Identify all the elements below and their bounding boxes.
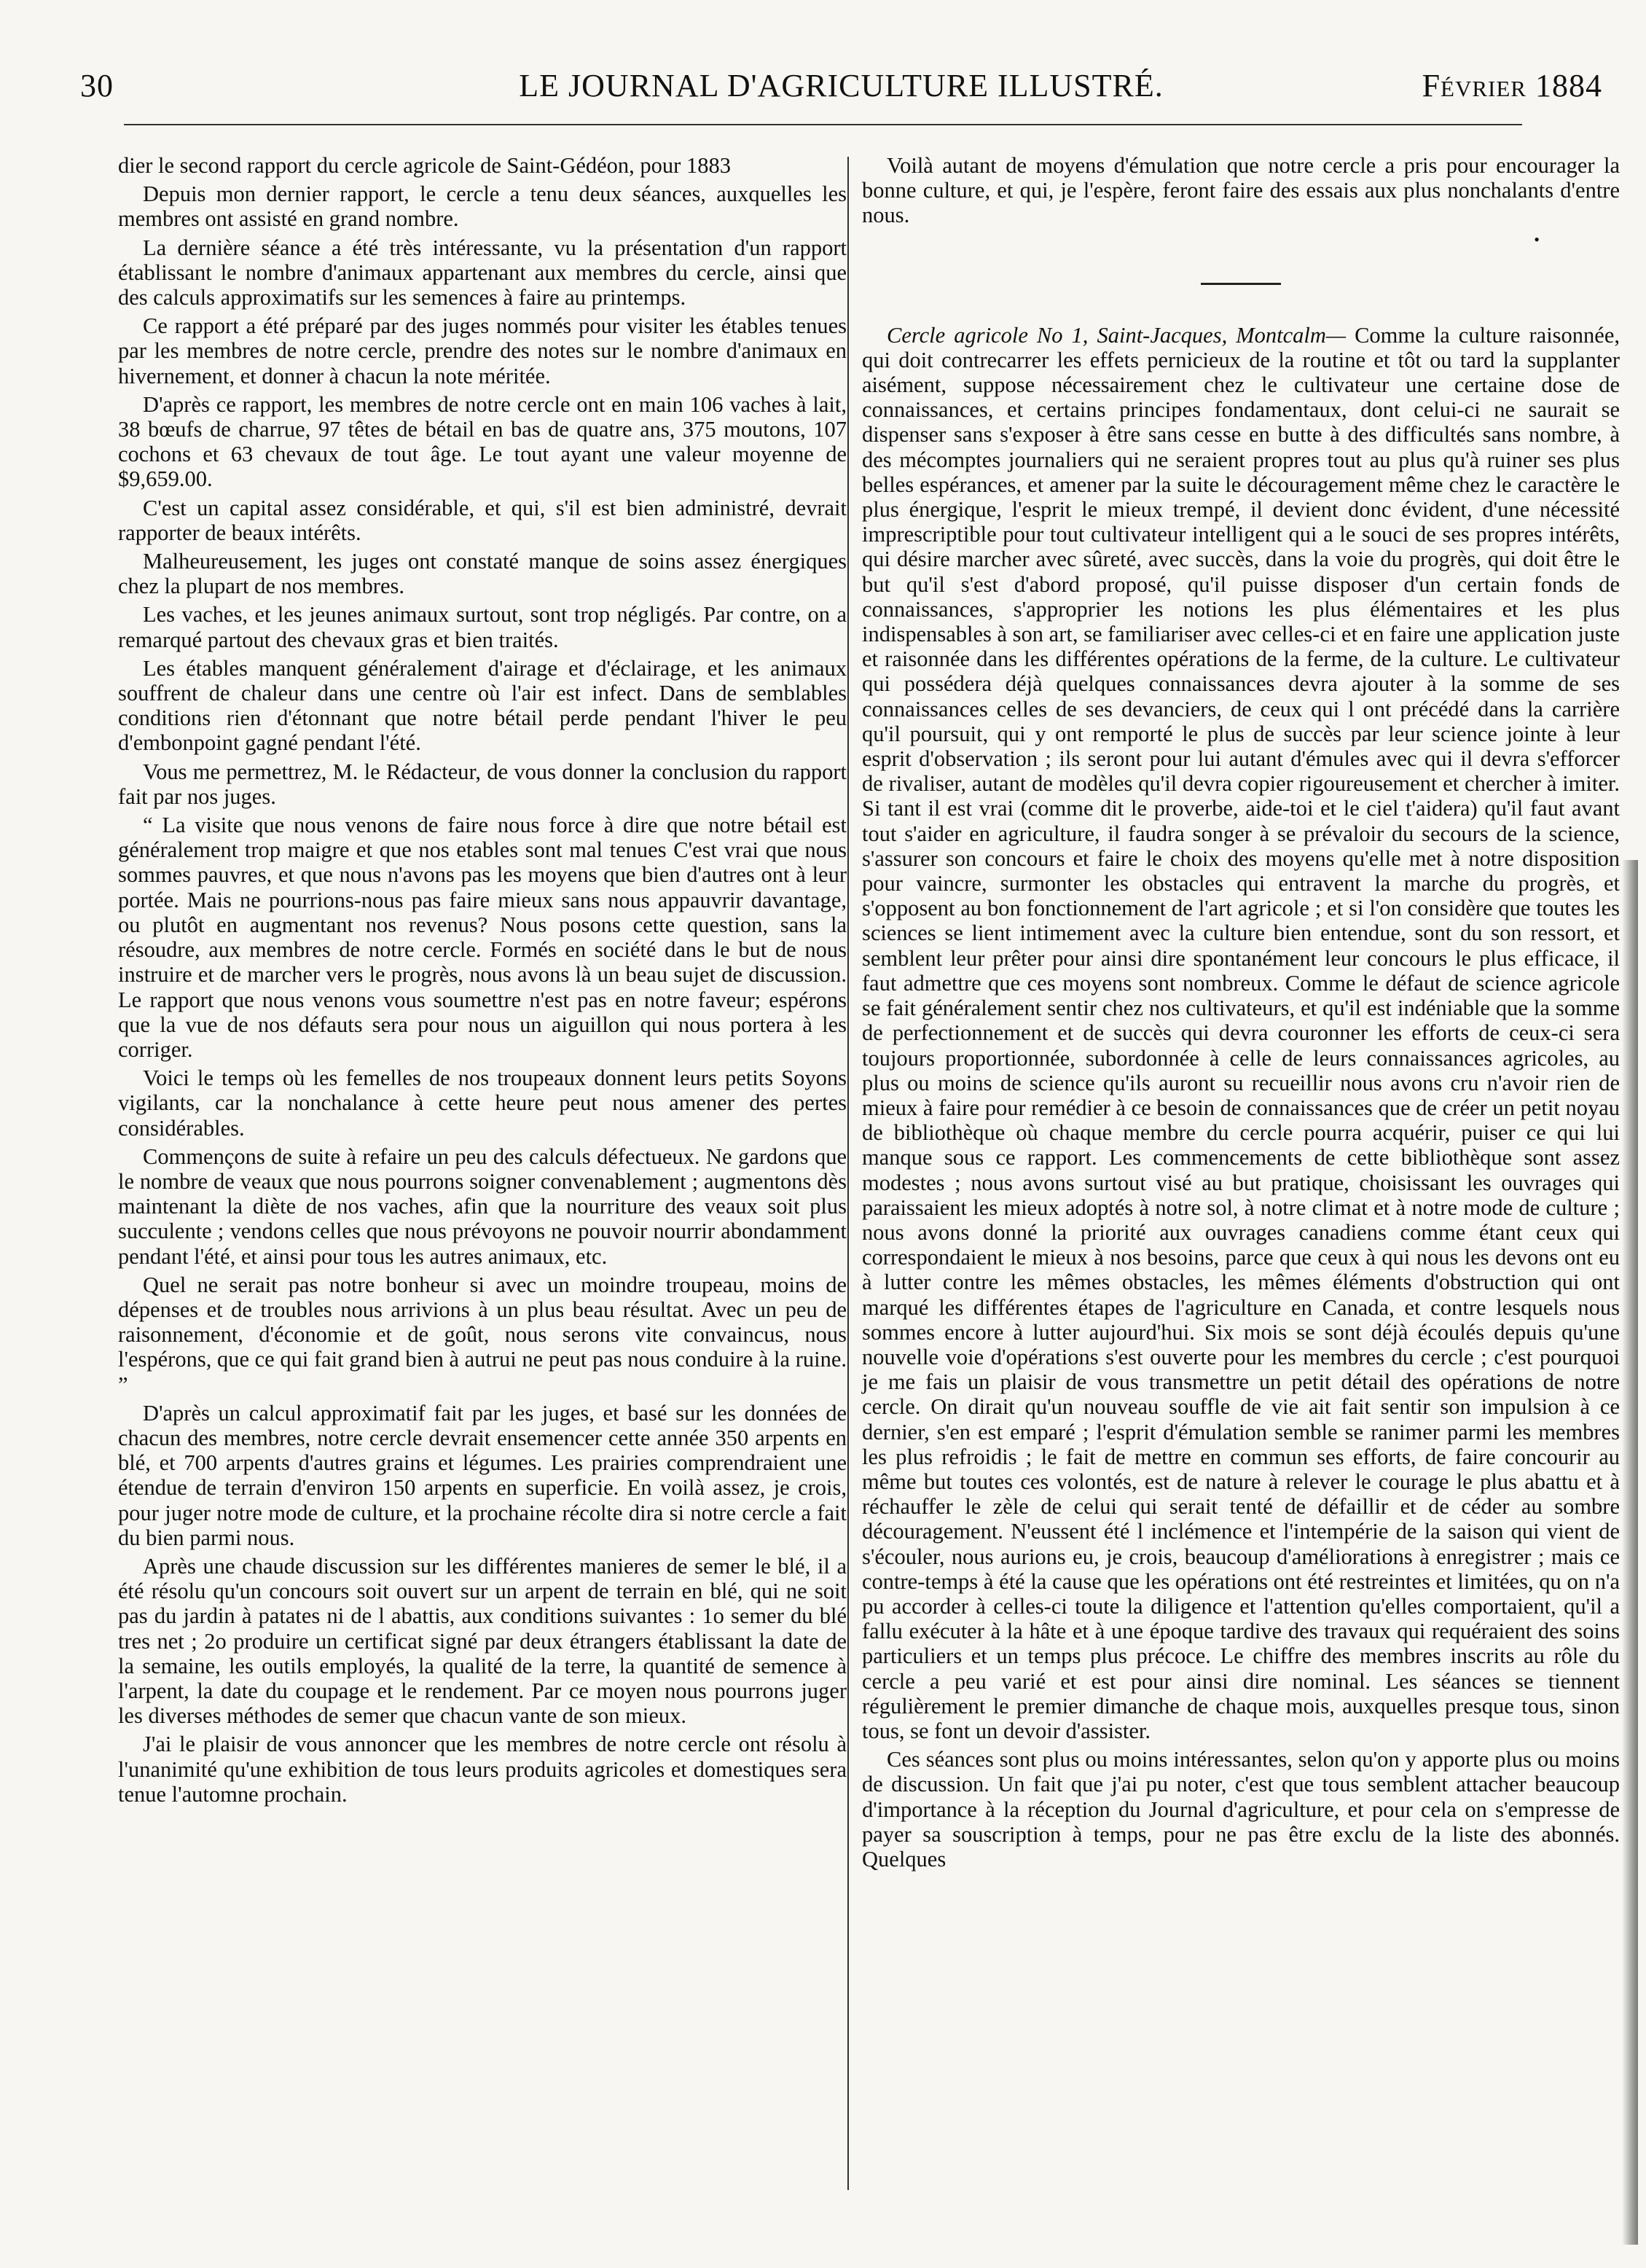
paragraph: “ La visite que nous venons de faire nous force à dire que notre bétail est généralement trop maigre et que nos etables sont mal tenues C'est vrai que nous sommes pauvres, et que nous n'avons pas les moyens que bien d'autres ont à leur portée. Mais ne pourrions-nous pas faire mieux sans nous appauvrir davantage, ou plutôt en augmentant nos revenus? Nous posons cette question, sans la résoudre, aux membres de notre cercle. Formés en société dans le but de nous instruire et de marcher vers le progrès, nous avons là un beau sujet de discussion. Le rapport que nous venons vous soumettre n'est pas en notre faveur; espérons que la vue de nos défauts sera pour nous un aiguillon qui nous portera à les corriger. [118,813,847,1062]
paragraph: dier le second rapport du cercle agricole de Saint-Gédéon, pour 1883 [118,153,731,178]
page-edge-shadow [1622,860,1638,2245]
paragraph: J'ai le plaisir de vous annoncer que les membres de notre cercle ont résolu à l'unanimité qu'une exhibition de tous leurs produits agricoles et domestiques sera tenue l'automne prochain. [118,1732,847,1807]
paragraph: Quel ne serait pas notre bonheur si avec un moindre troupeau, moins de dépenses et de troubles nous arrivions à un plus beau résultat. Avec un peu de raisonnement, d'économie et de goût, nous serons vite convaincus, nous l'espérons, que ce qui fait grand bien à autrui ne peut pas nous conduire à la ruine. ” [118,1272,847,1397]
paragraph: C'est un capital assez considérable, et qui, s'il est bien administré, devrait rapporter de beaux intérêts. [118,495,847,545]
paragraph: La dernière séance a été très intéressante, vu la présentation d'un rapport établissant le nombre d'animaux appartenant aux membres du cercle, ainsi que des calculs approximatifs sur les semences à faire au printemps. [118,235,847,310]
page-header [80,67,1602,111]
header-rule [124,124,1522,125]
paragraph: Ce rapport a été préparé par des juges nommés pour visiter les étables tenues par les membres de notre cercle, prendre des notes sur le nombre d'animaux en hivernement, et donner à chacun la note méritée. [118,313,847,388]
section-separator [1201,283,1281,285]
paragraph: D'après ce rapport, les membres de notre cercle ont en main 106 vaches à lait, 38 bœufs de charrue, 97 têtes de bétail en bas de quatre ans, 375 moutons, 107 cochons et 63 chevaux de tout âge. Le tout ayant une valeur moyenne de $9,659.00. [118,391,847,492]
bullet-mark: • [1534,230,1540,249]
paragraph: Commençons de suite à refaire un peu des calculs défectueux. Ne gardons que le nombre de veaux que nous pourrons soigner convenablement ; augmentons dès maintenant la diète de nos vaches, afin que la nourriture des veaux soit plus succulente ; vendons celles que nous prévoyons ne pouvoir nourrir abondamment pendant l'été, et ainsi pour tous les autres animaux, etc. [118,1143,847,1269]
page-number: 30 [80,68,114,103]
issue-date: Février 1884 [1422,68,1602,103]
paragraph: Vous me permettrez, M. le Rédacteur, de vous donner la conclusion du rapport fait par nos juges. [118,759,847,809]
paragraph: Depuis mon dernier rapport, le cercle a tenu deux séances, auxquelles les membres ont assisté en grand nombre. [118,181,847,232]
section-heading: Cercle agricole No 1, Saint-Jacques, Montcalm— [887,322,1347,348]
paragraph: Voilà autant de moyens d'émulation que notre cercle a pris pour encourager la bonne culture, et qui, je l'espère, feront faire des essais aux plus nonchalants d'entre nous. [862,153,1620,228]
paragraph: Ces séances sont plus ou moins intéressantes, selon qu'on y apporte plus ou moins de discussion. Un fait que j'ai pu noter, c'est que tous semblent attacher beaucoup d'importance à la réception du Journal d'agriculture, et pour cela on s'empresse de payer sa souscription à temps, pour ne pas être exclu de la liste des abonnés. Quelques [862,1747,1620,1872]
section-body: Comme la culture raisonnée, qui doit contrecarrer les effets pernicieux de la routine et tôt ou tard la supplanter aisément, suppose nécessairement chez le cultivateur une certaine dose de connaissances, et certains principes fondamentaux, dont celui-ci ne saurait se dispenser sans s'exposer à être sans cesse en butte à des difficultés sans nombre, à des mécomptes journaliers qui ne seraient propres tout au plus qu'à ruiner ses plus belles espérances, et amener par la suite le découragement même chez le caractère le plus énergique, l'esprit le mieux trempé, il devient donc évident, d'une nécessité imprescriptible pour tout cultivateur intelligent qui a le souci de ses propres intérêts, qui désire marcher avec sûreté, avec succès, dans la voie du progrès, qui doit être le but qu'il s'est d'abord proposé, qu'il puisse disposer d'un certain fonds de connaissances, s'approprier les notions les plus élémentaires et les plus indispensables à son art, se familiariser avec celles-ci et en faire une application juste et raisonnée dans les différentes opérations de la ferme, de la culture. Le cultivateur qui possédera déjà quelques connaissances devra ajouter à la somme de ses connaissances celles de ses devanciers, de ceux qui l ont précédé dans la carrière qu'il poursuit, qui y ont remporté le plus de succès par leur science jointe à leur esprit d'observation ; ils seront pour lui autant d'émules avec qui il devra s'efforcer de rivaliser, autant de modèles qu'il devra copier rigoureusement et chercher à imiter. Si tant il est vrai (comme dit le proverbe, aide-toi et le ciel t'aidera) qu'il faut avant tout s'aider en agriculture, il faudra songer à se prévaloir du secours de la science, s'assurer son concours et faire le choix des moyens qu'elle met à notre disposition pour vaincre, surmonter les obstacles qui entravent la marche du progrès, et s'opposent au bon fonctionnement de l'art agricole ; et si l'on considère que toutes les sciences se lient intimement avec la culture bien entendue, sont du son ressort, et semblent leur prêter pour ainsi dire spontanément leur concours le plus efficace, il faut admettre que ces moyens sont nombreux. Comme le défaut de science agricole se fait généralement sentir chez nos cultivateurs, et qu'il est indéniable que la somme de perfectionnement et de succès qui devra couronner les efforts de ceux-ci sera toujours proportionnée, subordonnée à celle de leurs connaissances agricoles, au plus ou moins de science qu'ils auront su recueillir nous avons cru n'avoir rien de mieux à faire pour remédier à ce besoin de connaissances que de créer un petit noyau de bibliothèque où chaque membre du cercle pourra acquérir, puiser ce qui lui manque sous ce rapport. Les commencements de cette bibliothèque sont assez modestes ; nous avons surtout visé au but pratique, choisissant les ouvrages qui paraissaient les mieux adoptés à notre sol, à notre climat et à notre mode de culture ; nous avons donné la priorité aux ouvrages canadiens comme étant ceux qui correspondaient le mieux à nos besoins, parce que ceux à qui nous les devons ont eu à lutter contre les mêmes obstacles, les mêmes éléments d'obstruction qui ont marqué les différentes étapes de l'agriculture en Canada, et contre lesquels nous sommes encore à lutter aujourd'hui. Six mois se sont déjà écoulés depuis qu'une nouvelle voie d'opérations s'est ouverte pour les membres du cercle ; c'est pourquoi je me fais un plaisir de vous transmettre un petit détail des opérations de notre cercle. On dirait qu'un nouveau souffle de vie ait fait sentir son impulsion à ce dernier, s'en est emparé ; l'esprit d'émulation semble se ranimer parmi les membres les plus refroidis ; le fait de mettre en commun ses efforts, de faire concourir au même but toutes ces volontés, est de nature à relever le courage le plus abattu et à réchauffer le zèle de celui qui serait tenté de défaillir et de céder au sombre découragement. N'eussent été l inclémence et l'intempérie de la saison qui vient de s'écouler, nous aurions eu, je crois, beaucoup d'améliorations à enregistrer ; mais ce contre-temps à été la cause que les opérations ont été restreintes et limitées, qu on n'a pu accorder à celles-ci toute la diligence et l'attention qu'elles comportaient, qu'il a fallu exécuter à la hâte et à une époque tardive des travaux qui requéraient des soins particuliers et un temps plus précoce. Le chiffre des membres inscrits au rôle du cercle a peu varié et est pour ainsi dire nominal. Les séances se tiennent régulièrement le premier dimanche de chaque mois, auxquelles presque tous, sinon tous, se font un devoir d'assister. [862,322,1620,1743]
left-column [118,153,847,1810]
paragraph: Malheureusement, les juges ont constaté manque de soins assez énergiques chez la plupart de nos membres. [118,549,847,599]
paragraph: Les vaches, et les jeunes animaux surtout, sont trop négligés. Par contre, on a remarqué partout des chevaux gras et bien traités. [118,602,847,652]
paragraph: D'après un calcul approximatif fait par les juges, et basé sur les données de chacun des membres, notre cercle devrait ensemencer cette année 350 arpents en blé, et 700 arpents d'autres grains et légumes. Les prairies comprendraient une étendue de terrain d'environ 150 arpents en superficie. En voilà assez, je crois, pour juger notre mode de culture, et la prochaine récolte dira si notre cercle a fait du bien parmi nous. [118,1400,847,1550]
paragraph: Après une chaude discussion sur les différentes manieres de semer le blé, il a été résolu qu'un concours soit ouvert sur un arpent de terrain en blé, qui ne soit pas du jardin à patates ni de l abattis, aux conditions suivantes : 1o semer du blé tres net ; 2o produire un certificat signé par deux étrangers établissant la date de la semaine, les outils employés, la qualité de la terre, la quantité de semence à l'arpent, la date du coupage et le rendement. Par ce moyen nous pourrons juger les diverses méthodes de semer que chacun vante de son mieux. [118,1553,847,1729]
column-divider [847,157,849,2190]
right-column [862,153,1620,1875]
section-paragraph [862,323,1620,1744]
journal-title: LE JOURNAL D'AGRICULTURE ILLUSTRÉ. [519,68,1164,103]
paragraph: Les étables manquent généralement d'airage et d'éclairage, et les animaux souffrent de chaleur dans une centre où l'air est infect. Dans de semblables conditions rien d'étonnant que notre bétail perde pendant l'hiver le peu d'embonpoint gagné pendant l'été. [118,655,847,756]
paragraph: Voici le temps où les femelles de nos troupeaux donnent leurs petits Soyons vigilants, car la nonchalance à cette heure peut nous amener des pertes considérables. [118,1065,847,1141]
